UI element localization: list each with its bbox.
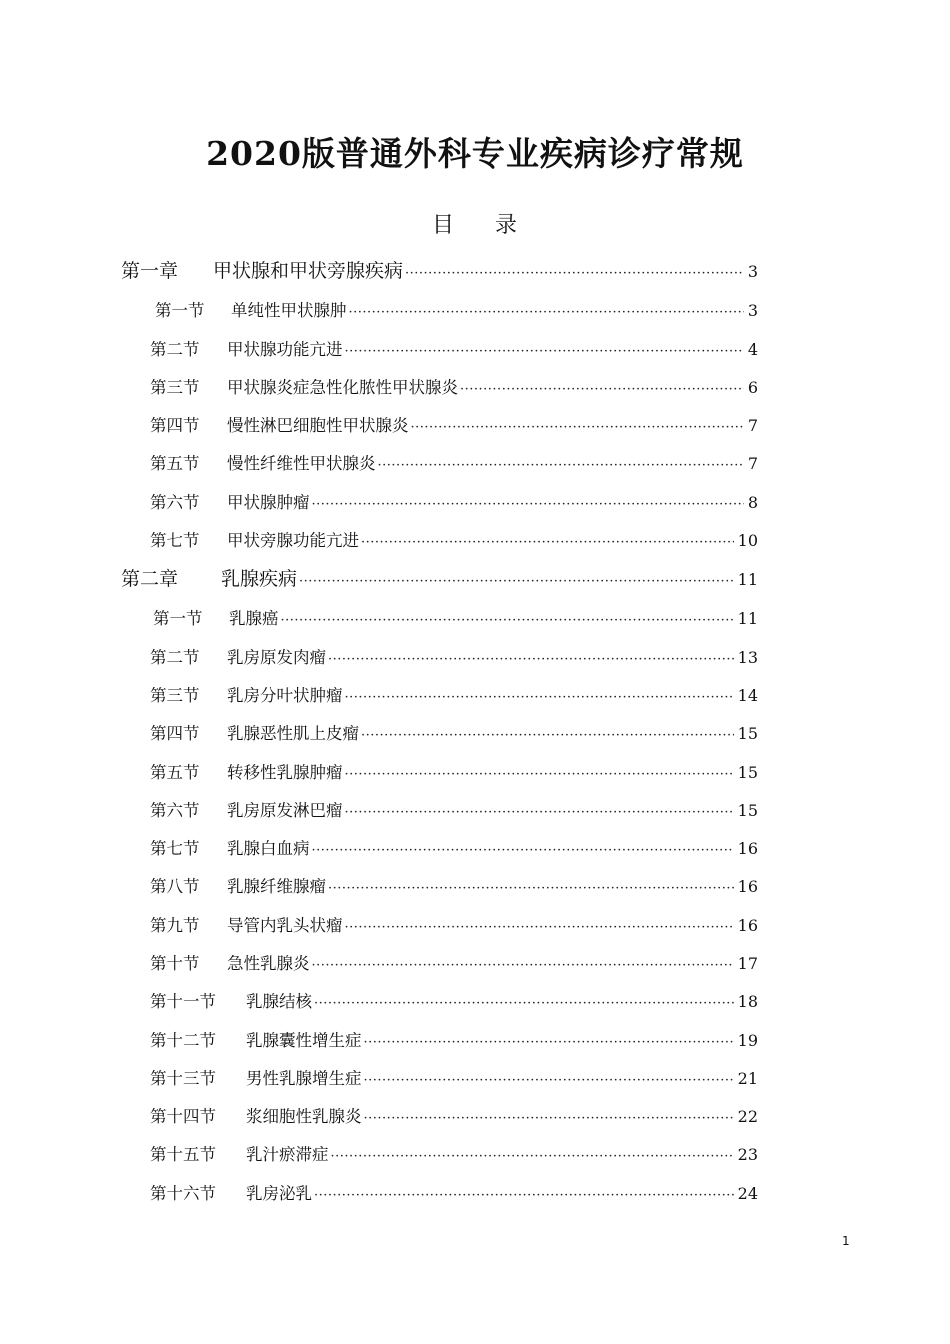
page-ref: 22: [737, 1107, 758, 1126]
dot-leader: [361, 535, 734, 550]
section-number: 第五节: [150, 763, 200, 782]
toc-heading-left: 目: [431, 213, 455, 238]
page-ref: 11: [737, 570, 758, 589]
section-title: 甲状旁腺功能亢进: [227, 531, 359, 550]
toc-section[interactable]: [150, 336, 758, 364]
toc-section[interactable]: [150, 873, 758, 901]
section-number: 第四节: [150, 416, 200, 435]
toc-section[interactable]: [150, 1027, 758, 1055]
section-title: 乳房原发淋巴瘤: [227, 801, 343, 820]
toc-section[interactable]: [150, 527, 758, 555]
dot-leader: [331, 1149, 734, 1164]
section-title: 乳腺囊性增生症: [246, 1031, 362, 1050]
section-title: 男性乳腺增生症: [246, 1069, 362, 1088]
section-number: 第一节: [155, 301, 205, 320]
section-title: 乳房原发肉瘤: [227, 648, 326, 667]
page-ref: 6: [747, 378, 758, 397]
toc-section[interactable]: [150, 1103, 758, 1131]
chapter-number: 第一章: [121, 260, 179, 282]
page-ref: 10: [737, 531, 758, 550]
section-title: 乳房泌乳: [246, 1184, 312, 1203]
section-number: 第一节: [153, 609, 203, 628]
dot-leader: [378, 458, 744, 473]
section-title: 乳房分叶状肿瘤: [227, 686, 343, 705]
section-title: 乳腺纤维腺瘤: [227, 877, 326, 896]
section-number: 第十节: [150, 954, 200, 973]
dot-leader: [364, 1073, 734, 1088]
toc-section[interactable]: [155, 297, 758, 325]
section-number: 第七节: [150, 531, 200, 550]
page-ref: 19: [737, 1031, 758, 1050]
dot-leader: [312, 958, 734, 973]
section-title: 乳腺恶性肌上皮瘤: [227, 724, 359, 743]
toc-section[interactable]: [150, 1065, 758, 1093]
section-title: 导管内乳头状瘤: [227, 916, 343, 935]
dot-leader: [312, 843, 734, 858]
page-ref: 15: [737, 763, 758, 782]
section-title: 慢性纤维性甲状腺炎: [227, 454, 376, 473]
section-number: 第四节: [150, 724, 200, 743]
toc-section[interactable]: [150, 720, 758, 748]
section-title: 乳汁瘀滞症: [246, 1145, 329, 1164]
page-ref: 16: [737, 916, 758, 935]
dot-leader: [345, 805, 734, 820]
section-title: 乳腺癌: [229, 609, 279, 628]
toc-chapter-2[interactable]: [121, 564, 758, 592]
toc-section[interactable]: [150, 374, 758, 402]
document-title: 2020版普通外科专业疾病诊疗常规: [206, 134, 744, 173]
dot-leader: [345, 767, 734, 782]
dot-leader: [411, 420, 744, 435]
dot-leader: [364, 1111, 734, 1126]
section-number: 第三节: [150, 378, 200, 397]
section-title: 单纯性甲状腺肿: [231, 301, 347, 320]
toc-section[interactable]: [150, 489, 758, 517]
dot-leader: [364, 1035, 734, 1050]
section-title: 甲状腺炎症急性化脓性甲状腺炎: [227, 378, 458, 397]
section-title: 浆细胞性乳腺炎: [246, 1107, 362, 1126]
dot-leader: [328, 652, 734, 667]
page-ref: 4: [747, 340, 758, 359]
toc-section[interactable]: [150, 412, 758, 440]
dot-leader: [361, 728, 734, 743]
dot-leader: [405, 266, 744, 281]
page-ref: 21: [737, 1069, 758, 1088]
dot-leader: [328, 881, 734, 896]
page-ref: 7: [747, 454, 758, 473]
toc-section[interactable]: [150, 1180, 758, 1208]
section-number: 第十六节: [150, 1184, 216, 1203]
section-title: 转移性乳腺肿瘤: [227, 763, 343, 782]
section-number: 第三节: [150, 686, 200, 705]
toc-section[interactable]: [150, 835, 758, 863]
section-number: 第九节: [150, 916, 200, 935]
chapter-number: 第二章: [121, 568, 179, 590]
dot-leader: [312, 497, 744, 512]
section-number: 第八节: [150, 877, 200, 896]
toc-chapter-1[interactable]: [121, 256, 758, 284]
section-number: 第十二节: [150, 1031, 216, 1050]
section-number: 第十五节: [150, 1145, 216, 1164]
page-ref: 17: [737, 954, 758, 973]
page-number: 1: [842, 1234, 850, 1248]
dot-leader: [299, 574, 734, 589]
toc-section[interactable]: [153, 605, 758, 633]
section-title: 甲状腺肿瘤: [227, 493, 310, 512]
page-ref: 24: [737, 1184, 758, 1203]
toc-section[interactable]: [150, 950, 758, 978]
toc-section[interactable]: [150, 912, 758, 940]
page-ref: 3: [747, 262, 758, 281]
section-number: 第七节: [150, 839, 200, 858]
page-ref: 7: [747, 416, 758, 435]
section-title: 乳腺结核: [246, 992, 312, 1011]
section-title: 慢性淋巴细胞性甲状腺炎: [227, 416, 409, 435]
section-number: 第五节: [150, 454, 200, 473]
toc-heading-right: 录: [495, 213, 519, 238]
dot-leader: [314, 996, 734, 1011]
section-number: 第二节: [150, 648, 200, 667]
section-number: 第二节: [150, 340, 200, 359]
page-ref: 8: [747, 493, 758, 512]
toc-section[interactable]: [150, 682, 758, 710]
page-ref: 18: [737, 992, 758, 1011]
chapter-title: 乳腺疾病: [221, 568, 298, 590]
toc-section[interactable]: [150, 644, 758, 672]
dot-leader: [460, 382, 744, 397]
section-number: 第十四节: [150, 1107, 216, 1126]
page-ref: 11: [737, 609, 758, 628]
toc-section[interactable]: [150, 797, 758, 825]
page-ref: 14: [737, 686, 758, 705]
page-ref: 13: [737, 648, 758, 667]
chapter-title: 甲状腺和甲状旁腺疾病: [213, 260, 404, 282]
dot-leader: [345, 344, 744, 359]
toc-section[interactable]: [150, 450, 758, 478]
page-ref: 15: [737, 724, 758, 743]
section-number: 第六节: [150, 493, 200, 512]
dot-leader: [314, 1188, 734, 1203]
page-ref: 3: [747, 301, 758, 320]
section-title: 甲状腺功能亢进: [227, 340, 343, 359]
toc-section[interactable]: [150, 759, 758, 787]
section-title: 乳腺白血病: [227, 839, 310, 858]
page-ref: 16: [737, 839, 758, 858]
page-ref: 16: [737, 877, 758, 896]
toc-section[interactable]: [150, 988, 758, 1016]
section-title: 急性乳腺炎: [227, 954, 310, 973]
toc-section[interactable]: [150, 1141, 758, 1169]
section-number: 第六节: [150, 801, 200, 820]
page-ref: 23: [737, 1145, 758, 1164]
dot-leader: [345, 690, 734, 705]
section-number: 第十三节: [150, 1069, 216, 1088]
section-number: 第十一节: [150, 992, 216, 1011]
dot-leader: [345, 920, 734, 935]
dot-leader: [281, 613, 734, 628]
page-ref: 15: [737, 801, 758, 820]
dot-leader: [349, 305, 744, 320]
